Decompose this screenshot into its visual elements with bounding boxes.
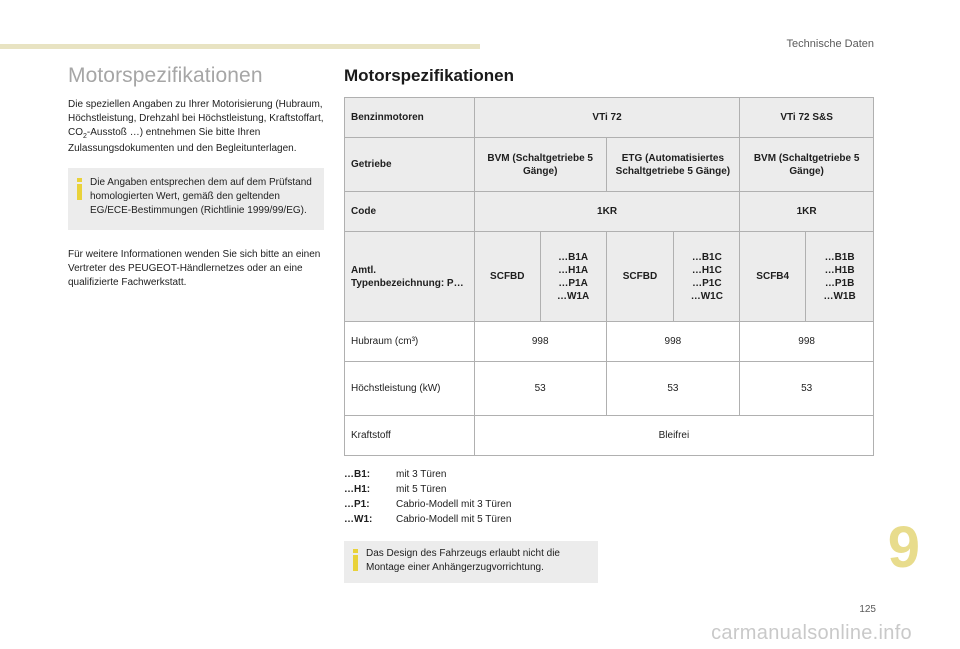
info-icon <box>352 549 359 572</box>
type-label: Amtl. Typenbezeichnung: P… <box>345 232 475 322</box>
info-box <box>68 168 324 231</box>
left-column <box>68 64 324 291</box>
displacement-a1: 998 <box>474 322 606 362</box>
variant: …W1A <box>557 290 590 302</box>
info-icon <box>76 178 83 201</box>
variant: …B1A <box>558 251 589 263</box>
type-a1-main: SCFBD <box>474 232 540 322</box>
legend-value: Cabrio-Modell mit 3 Türen <box>396 499 512 510</box>
legend-item <box>344 497 876 512</box>
code-a: 1KR <box>474 192 739 232</box>
variant: …B1B <box>824 251 855 263</box>
legend-value: Cabrio-Modell mit 5 Türen <box>396 514 512 525</box>
gearbox-a2: ETG (Automatisiertes Schaltgetriebe 5 Gänge) <box>606 138 740 192</box>
variant: …H1A <box>558 264 589 276</box>
watermark-text: carmanualsonline.info <box>711 622 912 644</box>
power-b: 53 <box>740 362 874 416</box>
legend-key: …P1: <box>344 499 370 510</box>
gearbox-label: Getriebe <box>345 138 475 192</box>
table-row <box>345 416 874 456</box>
note-text: Das Design des Fahrzeugs erlaubt nicht die Montage einer Anhängerzugvorrichtung. <box>366 548 560 574</box>
outro-paragraph: Für weitere Informationen wenden Sie sich bitte an einen Vertreter des PEUGEOT-Händlernetzes oder an eine qualifizierte Fachwerkstatt. <box>68 249 321 289</box>
fuel-value: Bleifrei <box>474 416 873 456</box>
engines-label: Benzinmotoren <box>345 98 475 138</box>
legend-item <box>344 512 876 527</box>
legend-value: mit 3 Türen <box>396 469 447 480</box>
intro-text-post: -Ausstoß …) entnehmen Sie bitte Ihren Zulassungsdokumenten und den Begleitunterlagen. <box>68 127 297 155</box>
fuel-label: Kraftstoff <box>345 416 475 456</box>
variant: …H1C <box>691 264 722 276</box>
variant: …H1B <box>824 264 855 276</box>
type-a1-variants <box>540 232 606 322</box>
legend-key: …H1: <box>344 484 371 495</box>
variant: …P1B <box>824 277 855 289</box>
code-label: Code <box>345 192 475 232</box>
table-row <box>345 138 874 192</box>
variant: …P1A <box>558 277 588 289</box>
variant: …B1C <box>691 251 722 263</box>
variant: …W1B <box>823 290 856 302</box>
note-box <box>344 541 598 583</box>
info-note: Die Angaben entsprechen dem auf dem Prüfstand homologierten Wert, gemäß den geltenden EG/ECE-Bestimmungen (Richtlinie 1999/99/EG). <box>90 176 312 216</box>
gearbox-a1: BVM (Schaltgetriebe 5 Gänge) <box>474 138 606 192</box>
table-row <box>345 192 874 232</box>
type-b-main: SCFB4 <box>740 232 806 322</box>
table-row <box>345 322 874 362</box>
left-title: Motorspezifikationen <box>68 64 263 87</box>
variant-legend <box>344 467 876 527</box>
displacement-label: Hubraum (cm³) <box>345 322 475 362</box>
displacement-b: 998 <box>740 322 874 362</box>
variant: …W1C <box>690 290 723 302</box>
type-b-variants <box>806 232 874 322</box>
table-row <box>345 98 874 138</box>
table-row <box>345 362 874 416</box>
legend-item <box>344 467 876 482</box>
power-a2: 53 <box>606 362 740 416</box>
legend-value: mit 5 Türen <box>396 484 447 495</box>
engine-a: VTi 72 <box>474 98 739 138</box>
gearbox-b: BVM (Schaltgetriebe 5 Gänge) <box>740 138 874 192</box>
legend-item <box>344 482 876 497</box>
table-row <box>345 232 874 322</box>
right-title: Motorspezifikationen <box>344 66 515 85</box>
displacement-a2: 998 <box>606 322 740 362</box>
legend-key: …B1: <box>344 469 371 480</box>
type-a2-variants <box>674 232 740 322</box>
page-number: 125 <box>859 604 876 615</box>
intro-text-pre: Die speziellen Angaben zu Ihrer Motorisierung (Hubraum, Höchstleistung, Drehzahl bei Höchstleistung, Kraftstoffart, CO <box>68 99 324 139</box>
section-label: Technische Daten <box>786 38 874 50</box>
chapter-number: 9 <box>887 515 920 580</box>
right-column <box>344 66 876 583</box>
header-accent-bar <box>0 44 480 49</box>
code-b: 1KR <box>740 192 874 232</box>
legend-key: …W1: <box>344 514 373 525</box>
power-a1: 53 <box>474 362 606 416</box>
power-label: Höchstleistung (kW) <box>345 362 475 416</box>
variant: …P1C <box>692 277 722 289</box>
engine-spec-table <box>344 97 874 456</box>
engine-b: VTi 72 S&S <box>740 98 874 138</box>
intro-text-sub: 2 <box>83 133 87 141</box>
intro-paragraph <box>68 98 324 157</box>
type-a2-main: SCFBD <box>606 232 674 322</box>
